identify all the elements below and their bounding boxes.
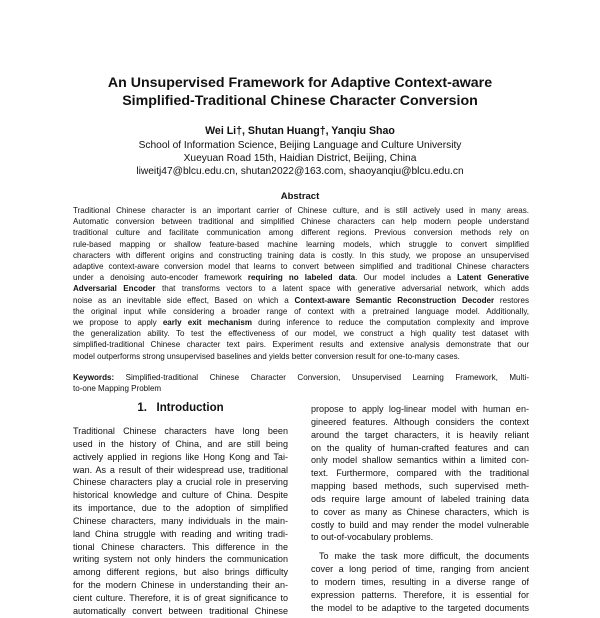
abstract-heading: Abstract <box>280 191 320 202</box>
abstract-text: the generalization ability. To test the effectiveness of our model, we construct a high quality test dataset with <box>73 329 529 339</box>
abstract-line <box>73 351 529 362</box>
abstract-text: characters with different origins and constructing training data is costly. In this study, we propose an unsupervised <box>73 250 529 260</box>
abstract-line <box>73 295 529 306</box>
abstract-bold-text: early exit mechanism <box>162 318 252 328</box>
section-heading <box>73 402 288 414</box>
body-text-line: expression patterns. Therefore, it is essential for <box>311 589 529 600</box>
keywords-text: Simplified-traditional Chinese Character Conversion, Unsupervised Learning Framework, Multi- <box>114 373 529 382</box>
body-text-line: land China struggle with reading and writing tradi- <box>73 528 288 539</box>
body-text-line: actively applied in regions like Hong Kong and Tai- <box>73 451 288 462</box>
body-text-line: writing system not only hinders the communication <box>73 554 288 565</box>
keywords-line: to-one Mapping Problem <box>73 384 162 394</box>
body-text-line: ods require large amount of labeled training data <box>311 493 529 504</box>
abstract-line <box>73 250 529 261</box>
paper-title <box>40 74 560 110</box>
left-column <box>73 425 288 618</box>
body-text-line: wan. As a result of their widespread use, traditional <box>73 464 288 475</box>
section-number: 1. <box>137 402 147 414</box>
abstract-line <box>73 205 529 216</box>
author-emails: liweitj47@blcu.edu.cn, shutan2022@163.com, shaoyanqiu@blcu.edu.cn <box>136 166 464 177</box>
author-affiliation: School of Information Science, Beijing Language and Culture University <box>138 140 462 151</box>
body-text-line: tional Chinese characters. This difference in the <box>73 541 288 552</box>
abstract-line <box>73 261 529 272</box>
body-text-line: cover a long period of time, ranging from ancient <box>311 564 529 575</box>
abstract-text: adaptive context-aware conversion model that learns to convert between simplified and traditional Chinese characters <box>73 262 529 272</box>
body-text-line: Chinese characters play a crucial role in preserving <box>73 477 288 488</box>
abstract-text: Automatic conversion between traditional and simplified Chinese characters can help modern people understand <box>73 217 529 227</box>
author-address: Xueyuan Road 15th, Haidian District, Beijing, China <box>183 153 417 164</box>
body-text-line: to cover as many as Chinese characters, which is <box>311 506 529 517</box>
body-text-line: used in the history of China, and are still being <box>73 438 288 449</box>
abstract-text: rule-based mapping or shallow feature-based machine learning models, which struggle to convert simplified <box>73 239 529 249</box>
abstract-line <box>73 328 529 339</box>
abstract-text: the original input while considering a broader range of context with a pretrained language model. Additionally, <box>73 306 529 316</box>
author-names: Wei Li†, Shutan Huang†, Yanqiu Shao <box>205 125 395 137</box>
author-block <box>40 125 560 178</box>
keywords-line <box>73 372 529 383</box>
abstract-text: traditional culture and facilitate communication among different regions. Previous conversion methods rely on <box>73 228 529 238</box>
body-text-line: propose to apply log-linear model with human en- <box>311 404 529 414</box>
title-line: An Unsupervised Framework for Adaptive Context-aware <box>107 75 493 91</box>
abstract-line <box>73 306 529 317</box>
body-text-line: to out-of-vocabulary problems. <box>311 532 434 543</box>
abstract-line <box>73 227 529 238</box>
body-text-line: historical knowledge and culture of China. Despite <box>73 490 288 501</box>
body-text-line: cient culture. Therefore, it is of great significance to <box>73 592 288 603</box>
body-text-line: among different regions, but also brings difficulty <box>73 567 288 578</box>
abstract-text: . Our model includes a <box>355 273 458 283</box>
body-text-line: text. Furthermore, compared with the traditional <box>311 468 529 479</box>
abstract-line <box>73 283 529 294</box>
body-text-line: around the target characters, it is heavily reliant <box>311 429 529 440</box>
abstract-bold-text: Adversarial Encoder <box>73 284 156 294</box>
body-text-line: Traditional Chinese characters have long been <box>73 426 288 436</box>
body-text-line: Chinese characters, many individuals in the main- <box>73 515 288 526</box>
right-column <box>311 403 529 615</box>
abstract-text: we propose to apply <box>73 318 163 328</box>
body-text-line: automatically convert between traditional Chinese <box>73 605 288 616</box>
body-text-line: to modern times, resulting in a diverse range of <box>311 576 529 587</box>
abstract-line <box>73 317 529 328</box>
abstract-text: Traditional Chinese character is an important carrier of Chinese culture, and is still actively used in many areas. <box>73 206 529 215</box>
abstract-line <box>73 339 529 350</box>
body-text-line: only model shallow semantics within a limited con- <box>311 455 529 466</box>
abstract-line <box>73 272 529 283</box>
abstract-text: noise as an inevitable side effect, Based on which a <box>73 295 295 305</box>
body-text-line: To make the task more difficult, the documents <box>319 551 529 562</box>
body-text-line: the model to be adaptive to the targeted documents <box>311 602 529 613</box>
keywords-label: Keywords: <box>73 373 115 382</box>
abstract-text: during inference to reduce the computation complexity and improve <box>252 318 529 328</box>
abstract-bold-text: requiring no labeled data <box>247 273 356 283</box>
abstract-text: restores <box>494 295 529 305</box>
abstract-bold-text: Latent Generative <box>457 273 529 283</box>
abstract-line <box>73 216 529 227</box>
abstract-text: under a denoising auto-encoder framework <box>73 273 248 283</box>
abstract-text: model outperforms strong unsupervised baselines and yields better conversion result for one-to-many cases. <box>73 351 460 361</box>
keywords-block <box>73 372 529 394</box>
body-text-line: its importance, due to the adoption of simplified <box>73 503 288 514</box>
abstract-text: that transforms vectors to a latent space with generative adversarial network, which adds <box>155 284 529 294</box>
body-text-line: for the modern Chinese in understanding their an- <box>73 580 288 591</box>
abstract-text: simplified-traditional Chinese character text pairs. Experiment results and extensive analysis demonstrate that our <box>73 340 529 350</box>
abstract-body <box>73 205 529 362</box>
body-text-line: mapping based methods, such supervised meth- <box>311 481 529 492</box>
section-title: Introduction <box>156 402 224 414</box>
body-text-line: gineered features. Although considers the context <box>311 416 529 427</box>
body-text-line: costly to build and may render the model vulnerable <box>311 519 529 530</box>
title-line: Simplified-Traditional Chinese Character Conversion <box>122 93 478 109</box>
abstract-bold-text: Context-aware Semantic Reconstruction Decoder <box>294 295 495 305</box>
body-text-line: on the quality of human-crafted features and can <box>311 442 529 453</box>
abstract-line <box>73 239 529 250</box>
